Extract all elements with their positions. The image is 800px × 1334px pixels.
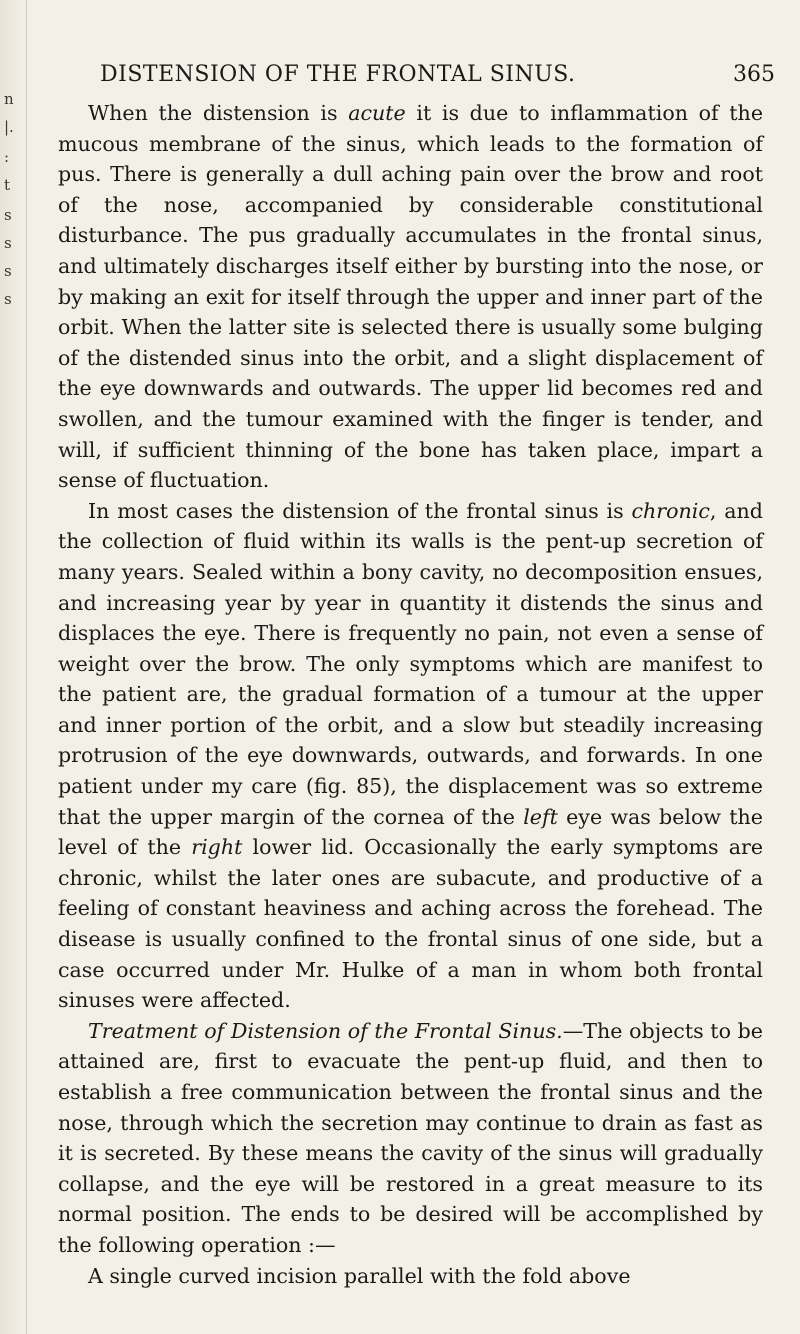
- text-segment: lower lid. Occasionally the early symptoms are chronic, whilst the later ones are subacute, and productive of a feeling of constant heaviness and aching across the forehead. The disease is usually confined to the frontal sinus of one side, but a case occurred under Mr. Hulke of a man in whom both frontal sinuses were affected.: [58, 835, 763, 1013]
- gutter-mark: |.: [4, 118, 14, 136]
- page-number: 365: [733, 62, 775, 87]
- section-heading-treatment: Treatment of Distension of the Frontal Sinus.: [88, 1018, 563, 1043]
- text-segment: —The objects to be attained are, first to evacuate the pent-up fluid, and then to establish a free communication between the frontal sinus and the nose, through which the secretion may continue to drain as fast as it is secreted. By these means the cavity of the sinus will gradually collapse, and the eye will be restored in a great measure to its normal position. The ends to be desired will be accomplished by the following operation :—: [58, 1018, 763, 1257]
- text-segment: A single curved incision parallel with the fold above: [88, 1263, 631, 1288]
- page-gutter: [0, 0, 27, 1334]
- text-segment-italic: chronic: [631, 498, 710, 523]
- text-segment-italic: left: [523, 804, 558, 829]
- gutter-mark: t: [4, 176, 11, 194]
- paragraph-chronic: [58, 496, 763, 1016]
- text-segment: eye was below the level of the: [58, 804, 763, 860]
- text-segment: In most cases the distension of the frontal sinus is: [88, 498, 632, 523]
- text-segment: When the distension is: [88, 101, 349, 125]
- gutter-mark: s: [4, 234, 12, 252]
- paragraph-incision: [58, 1261, 763, 1292]
- text-segment-italic: right: [191, 835, 243, 860]
- body-text: [58, 98, 763, 1291]
- gutter-mark: n: [4, 90, 14, 108]
- text-segment: , and the collection of fluid within its walls is the pent-up secretion of many years. Sealed within a bony cavity, no decomposition ensues, and increasing year by year in quantity it distends the sinus and displaces the eye. There is frequently no pain, not even a sense of weight over the brow. The only symptoms which are manifest to the patient are, the gradual formation of a tumour at the upper and inner portion of the orbit, and a slow but steadily increasing protrusion of the eye downwards, outwards, and forwards. In one patient under my care (fig. 85), the displacement was so extreme that the upper margin of the cornea of the: [58, 498, 763, 829]
- gutter-mark: s: [4, 290, 12, 308]
- paragraph-acute: [58, 98, 763, 496]
- gutter-mark: s: [4, 262, 12, 280]
- text-segment-italic: acute: [348, 101, 406, 125]
- gutter-mark: :: [4, 148, 10, 166]
- paragraph-treatment: [58, 1016, 763, 1261]
- text-segment: it is due to inflammation of the mucous membrane of the sinus, which leads to the formation of pus. There is generally a dull aching pain over the brow and root of the nose, accompanied by considerable constitutional disturbance. The pus gradually accumulates in the frontal sinus, and ultimately discharges itself either by bursting into the nose, or by making an exit for itself through the upper and inner part of the orbit. When the latter site is selected there is usually some bulging of the distended sinus into the orbit, and a slight displacement of the eye downwards and outwards. The upper lid becomes red and swollen, and the tumour examined with the finger is tender, and will, if sufficient thinning of the bone has taken place, impart a sense of fluctuation.: [58, 101, 764, 493]
- gutter-mark: s: [4, 206, 12, 224]
- page-header: [100, 62, 775, 92]
- running-head: DISTENSION OF THE FRONTAL SINUS.: [100, 62, 576, 87]
